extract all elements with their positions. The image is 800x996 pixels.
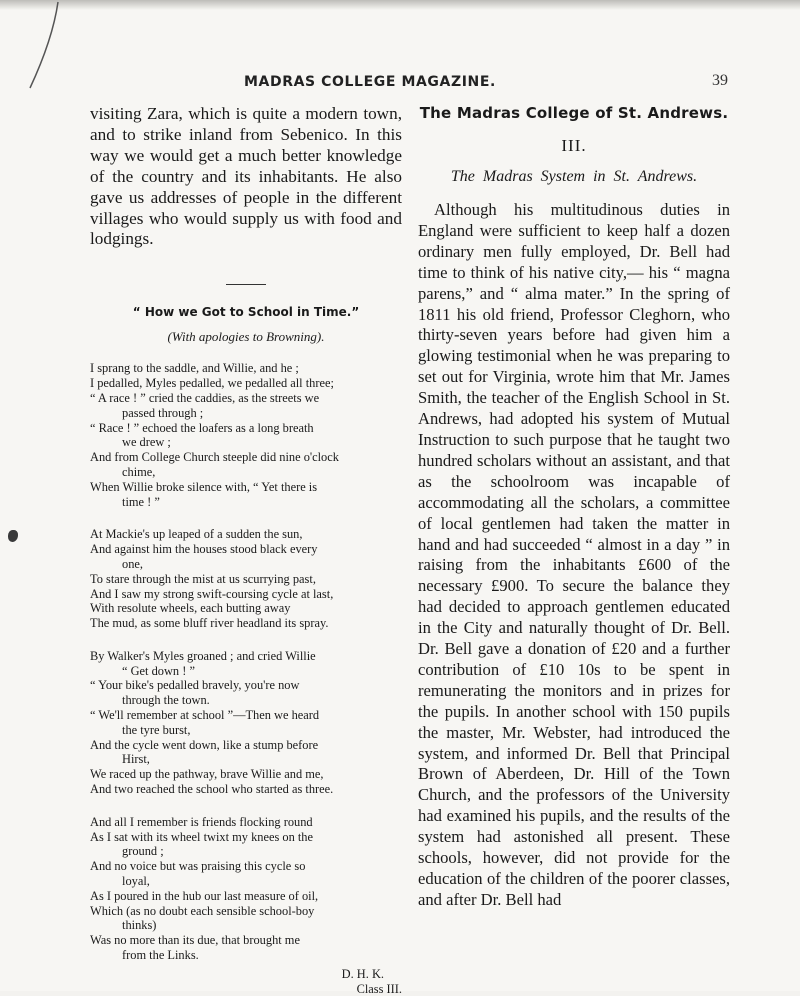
article-subtitle: The Madras System in St. Andrews. bbox=[450, 168, 698, 185]
poem-line: And no voice but was praising this cycle so bbox=[90, 859, 306, 874]
poem-signature bbox=[90, 967, 402, 996]
poem-line: one, bbox=[122, 556, 143, 571]
poem-line: Was no more than its due, that brought me bbox=[90, 933, 300, 948]
poem-line: “ A race ! ” cried the caddies, as the streets we bbox=[90, 390, 320, 405]
poem-line: When Willie broke silence with, “ Yet there is bbox=[90, 479, 318, 494]
poem-line: To stare through the mist at us scurrying past, bbox=[90, 571, 316, 586]
poem-line: loyal, bbox=[122, 874, 150, 889]
poem-line: “ Your bike's pedalled bravely, you're now bbox=[90, 678, 300, 693]
poem-stanza bbox=[90, 527, 402, 631]
article-part-number: III. bbox=[561, 136, 587, 155]
poem-line: I sprang to the saddle, and Willie, and he ; bbox=[90, 361, 299, 376]
poem-line: the tyre burst, bbox=[122, 722, 191, 737]
poem-line: And I saw my strong swift-coursing cycle at last, bbox=[90, 586, 334, 601]
poem-stanza bbox=[90, 361, 402, 509]
article-body: Although his multitudinous duties in England were sufficient to keep half a dozen ordinary men fully employed, Dr. Bell had time to think of his native city,— his “ magna parens,” and “ alma mater.” In the spring of 1811 his old friend, Professor Cleghorn, who thirty-seven years before had given him a glowing testimonial when he was preparing to set out for Virginia, wrote him that Mr. James Smith, the teacher of the English School in St. Andrews, had adopted his system of Mutual Instruction to such purpose that he taught two hundred scholars without an assistant, and that as the schoolroom was incapable of accommodating all the scholars, a committee of local gentlemen had taken the matter in hand and had succeeded “ almost in a day ” in raising from the inhabitants £600 of the necessary £900. To secure the balance they had decided to approach gentlemen educated in the City and naturally thought of Dr. Bell. Dr. Bell gave a donation of £20 and a further contribution of £10 10s to be spent in remunerating the monitors and in prizes for the pupils. In another school with 150 pupils the master, Mr. Webster, had introduced the system, and informed Dr. Bell that Principal Brown of Aberdeen, Dr. Hill of the Town Church, and the professors of the University had examined his pupils, and the results of the system had astonished all present. These schools, however, did not provide for the education of the children of the poorer classes, and after Dr. Bell had bbox=[418, 200, 730, 909]
poem-line: And from College Church steeple did nine o'clock bbox=[90, 450, 339, 465]
poem-line: “ Race ! ” echoed the loafers as a long breath bbox=[90, 420, 314, 435]
poem-line: time ! ” bbox=[122, 494, 160, 509]
poem-line: passed through ; bbox=[122, 405, 204, 420]
poem-line: Hirst, bbox=[122, 752, 150, 767]
poem-line: By Walker's Myles groaned ; and cried Willie bbox=[90, 648, 316, 663]
poem-line: we drew ; bbox=[122, 435, 171, 450]
poem-subtitle: (With apologies to Browning). bbox=[167, 329, 325, 345]
poem-line: “ Get down ! ” bbox=[122, 663, 195, 678]
poem-line: And the cycle went down, like a stump before bbox=[90, 737, 319, 752]
poem-line: thinks) bbox=[122, 918, 157, 933]
poem-line: And two reached the school who started as three. bbox=[90, 782, 334, 797]
poem-author: D. H. K. bbox=[341, 966, 384, 981]
poem-line: Which (as no doubt each sensible school-boy bbox=[90, 903, 315, 918]
section-divider bbox=[226, 284, 266, 285]
page-fold-mark bbox=[0, 0, 80, 90]
poem-line: “ We'll remember at school ”—Then we heard bbox=[90, 708, 320, 723]
poem-line: At Mackie's up leaped of a sudden the sun, bbox=[90, 527, 303, 542]
right-column bbox=[418, 104, 730, 927]
poem-stanza bbox=[90, 815, 402, 963]
poem-line: We raced up the pathway, brave Willie and me, bbox=[90, 767, 324, 782]
article-title: The Madras College of St. Andrews. bbox=[419, 104, 729, 122]
page-number: 39 bbox=[712, 72, 728, 89]
ink-blot bbox=[8, 530, 18, 542]
poem-line: from the Links. bbox=[122, 948, 199, 963]
poem-title: “ How we Got to School in Time.” bbox=[132, 305, 360, 320]
poem-line: chime, bbox=[122, 464, 156, 479]
running-title: MADRAS COLLEGE MAGAZINE. bbox=[244, 74, 496, 90]
poem-line: through the town. bbox=[122, 693, 210, 708]
poem-line: With resolute wheels, each butting away bbox=[90, 601, 291, 616]
poem-body bbox=[90, 361, 402, 962]
poem-line: ground ; bbox=[122, 844, 164, 859]
poem-stanza bbox=[90, 649, 402, 797]
poem-line: I pedalled, Myles pedalled, we pedalled all three; bbox=[90, 376, 334, 391]
left-column bbox=[90, 104, 402, 996]
poem-line: And all I remember is friends flocking round bbox=[90, 814, 313, 829]
intro-paragraph: visiting Zara, which is quite a modern town, and to strike inland from Sebenico. In this way we would get a much better knowledge of the country and its inhabitants. He also gave us addresses of people in the different villages who would supply us with food and lodgings. bbox=[90, 104, 402, 249]
poem-line: As I poured in the hub our last measure of oil, bbox=[90, 888, 319, 903]
poem-line: As I sat with its wheel twixt my knees on the bbox=[90, 829, 314, 844]
poem-line: The mud, as some bluff river headland its spray. bbox=[90, 616, 329, 631]
poem-author-class: Class III. bbox=[356, 981, 402, 996]
poem-line: And against him the houses stood black every bbox=[90, 542, 318, 557]
page-top-shadow bbox=[0, 0, 800, 10]
